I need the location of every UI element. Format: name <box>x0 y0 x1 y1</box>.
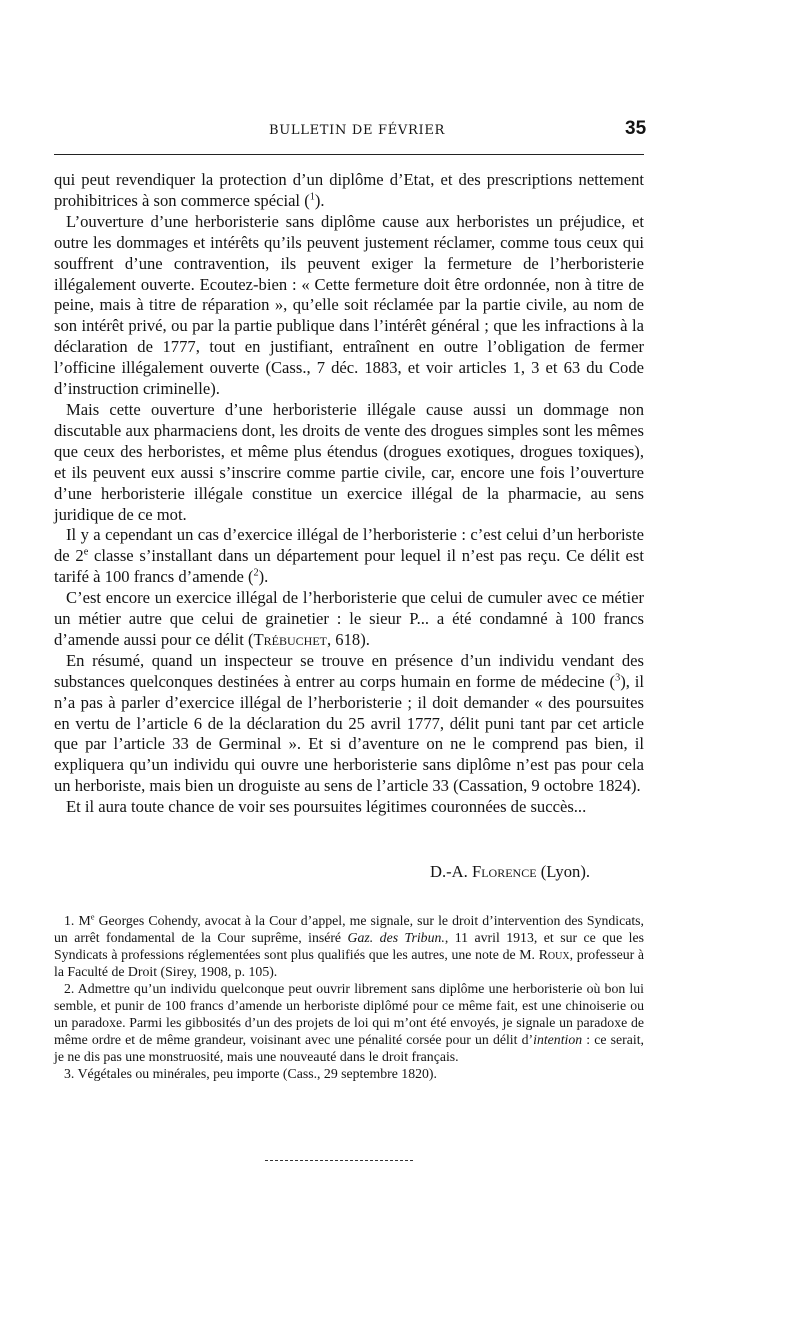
header-rule <box>54 154 644 155</box>
paragraph-text: C’est encore un exercice illégal de l’herboristerie que celui de cumuler avec ce métier un métier autre que celui de grainetier : le sieur P... a été condamné à 100 francs d’amende aussi pour ce délit ( <box>54 588 644 649</box>
footnote-number: 1. <box>64 913 75 928</box>
paragraph <box>54 170 644 212</box>
running-header <box>54 118 647 148</box>
footnote <box>54 912 644 980</box>
footnote <box>54 980 644 1065</box>
emphasized-word: intention <box>533 1032 583 1047</box>
cited-author: Roux <box>538 947 570 962</box>
footnote-ref: 1 <box>309 191 315 203</box>
paragraph-text: , 618). <box>327 629 370 649</box>
header-title: BULLETIN DE FÉVRIER <box>269 123 446 138</box>
ordinal-suffix: e <box>83 546 89 558</box>
footnote-text: M <box>78 913 91 928</box>
footnote-text: Georges Cohendy, avocat à la Cour d’appel, me signale, sur le droit d’intervention des Syndicats, un arrêt fondamental de la Cour suprême, inséré <box>54 913 644 945</box>
footnote-text: Admettre qu’un individu quelconque peut ouvrir librement sans diplôme une herboristerie où bon lui semble, et punir de 100 francs d’amende un herboriste diplômé pour ce même fait, est une chinoiserie ou un paradoxe. Parmi les gibbosités d’un des projets de loi qui m’ont été envoyés, je signale un paradoxe de même ordre et de même grandeur, voisinant avec une pénalité corsée pour un délit d’ <box>54 981 644 1047</box>
paragraph: L’ouverture d’une herboristerie sans diplôme cause aux herboristes un préjudice, et outre les dommages et intérêts qu’ils peuvent justement réclamer, comme tous ceux qui souffrent d’une contravention, ils peuvent exiger la fermeture de l’herboristerie illégalement ouverte. Ecoutez-bien : « Cette fermeture doit être ordonnée, non à titre de peine, mais à titre de réparation », qu’elle soit réclamée par la partie civile, au nom de son intérêt privé, ou par la partie publique dans l’intérêt général ; que les infractions à la déclaration de 1777, tout en justifiant, entraînent en outre l’obligation de fermer l’officine illégalement ouverte (Cass., 7 déc. 1883, et voir articles 1, 3 et 63 du Code d’instruction criminelle). <box>54 211 644 399</box>
journal-title: Gaz. des Tribun. <box>347 930 445 945</box>
paragraph <box>54 588 644 651</box>
footnote-ref: 2 <box>253 567 259 579</box>
page-number: 35 <box>625 118 647 139</box>
paragraph-text: ). <box>314 190 325 210</box>
paragraph: Mais cette ouverture d’une herboristerie illégale cause aussi un dommage non discutable aux pharmaciens dont, les droits de vente des drogues simples sont les mêmes que ceux des herboristes, et même plus étendus (drogues exotiques, drogues toxiques), et ils peuvent eux aussi s’inscrire comme partie civile, car, encore une fois l’ouverture d’une herboristerie illégale constitue un exercice illégal de la pharmacie, au sens juridique de ce mot. <box>54 399 644 524</box>
paragraph: Et il aura toute chance de voir ses poursuites légitimes couronnées de succès... <box>66 797 587 817</box>
paragraph <box>54 525 644 588</box>
body-text <box>54 170 644 818</box>
signature-initials: D.-A. <box>430 862 468 881</box>
signature-name: Florence <box>471 862 537 881</box>
footnote-ref: 3 <box>615 672 621 684</box>
paragraph-text: classe s’installant dans un département pour lequel il n’est pas reçu. Ce délit est tarifé à 100 francs d’amende ( <box>54 546 644 587</box>
paragraph <box>54 651 644 797</box>
paragraph-text: qui peut revendiquer la protection d’un diplôme d’Etat, et des prescriptions nettement prohibitrices à son commerce spécial ( <box>54 170 644 210</box>
paragraph-text: ). <box>258 567 269 587</box>
footnote-number: 2. <box>64 981 75 996</box>
footnote-number: 3. <box>64 1066 75 1081</box>
signature-place: (Lyon). <box>540 862 590 881</box>
footnote <box>54 1065 644 1082</box>
footnote-text: , 11 avril 1913, et sur ce que les Syndicats à professions réglementées sont plus qualifiés que les autres, une note de M. <box>54 930 644 962</box>
cited-author: Trébuchet <box>253 629 327 649</box>
title-suffix: e <box>90 911 95 922</box>
author-signature <box>54 862 590 882</box>
footnotes <box>54 912 644 1082</box>
footnote-text: , professeur à la Faculté de Droit (Sirey, 1908, p. 105). <box>54 947 645 979</box>
footnote-text: : ce serait, je ne dis pas une monstruosité, mais une nouveauté dans le droit français. <box>54 1032 644 1064</box>
paragraph-text: Il y a cependant un cas d’exercice illégal de l’herboristerie : c’est celui d’un herboriste de 2 <box>54 525 644 566</box>
footnote-text: Végétales ou minérales, peu importe (Cass., 29 septembre 1820). <box>77 1066 437 1081</box>
paragraph-text: ), il n’a pas à parler d’exercice illégal de l’herboristerie ; il doit demander « des poursuites en vertu de l’article 6 de la déclaration du 25 avril 1777, délit puni tant par cet article que par l’article 33 de Germinal ». Et si d’aventure on ne le comprend pas bien, il expliquera qu’un individu qui ouvre une herboristerie sans diplôme n’est pas pour cela un herboriste, mais bien un droguiste au sens de l’article 33 (Cassation, 9 octobre 1824). <box>54 671 645 796</box>
end-rule <box>265 1160 413 1161</box>
paragraph-text: En résumé, quand un inspecteur se trouve en présence d’un individu vendant des substances quelconques destinées à entrer au corps humain en forme de médecine ( <box>54 650 644 691</box>
